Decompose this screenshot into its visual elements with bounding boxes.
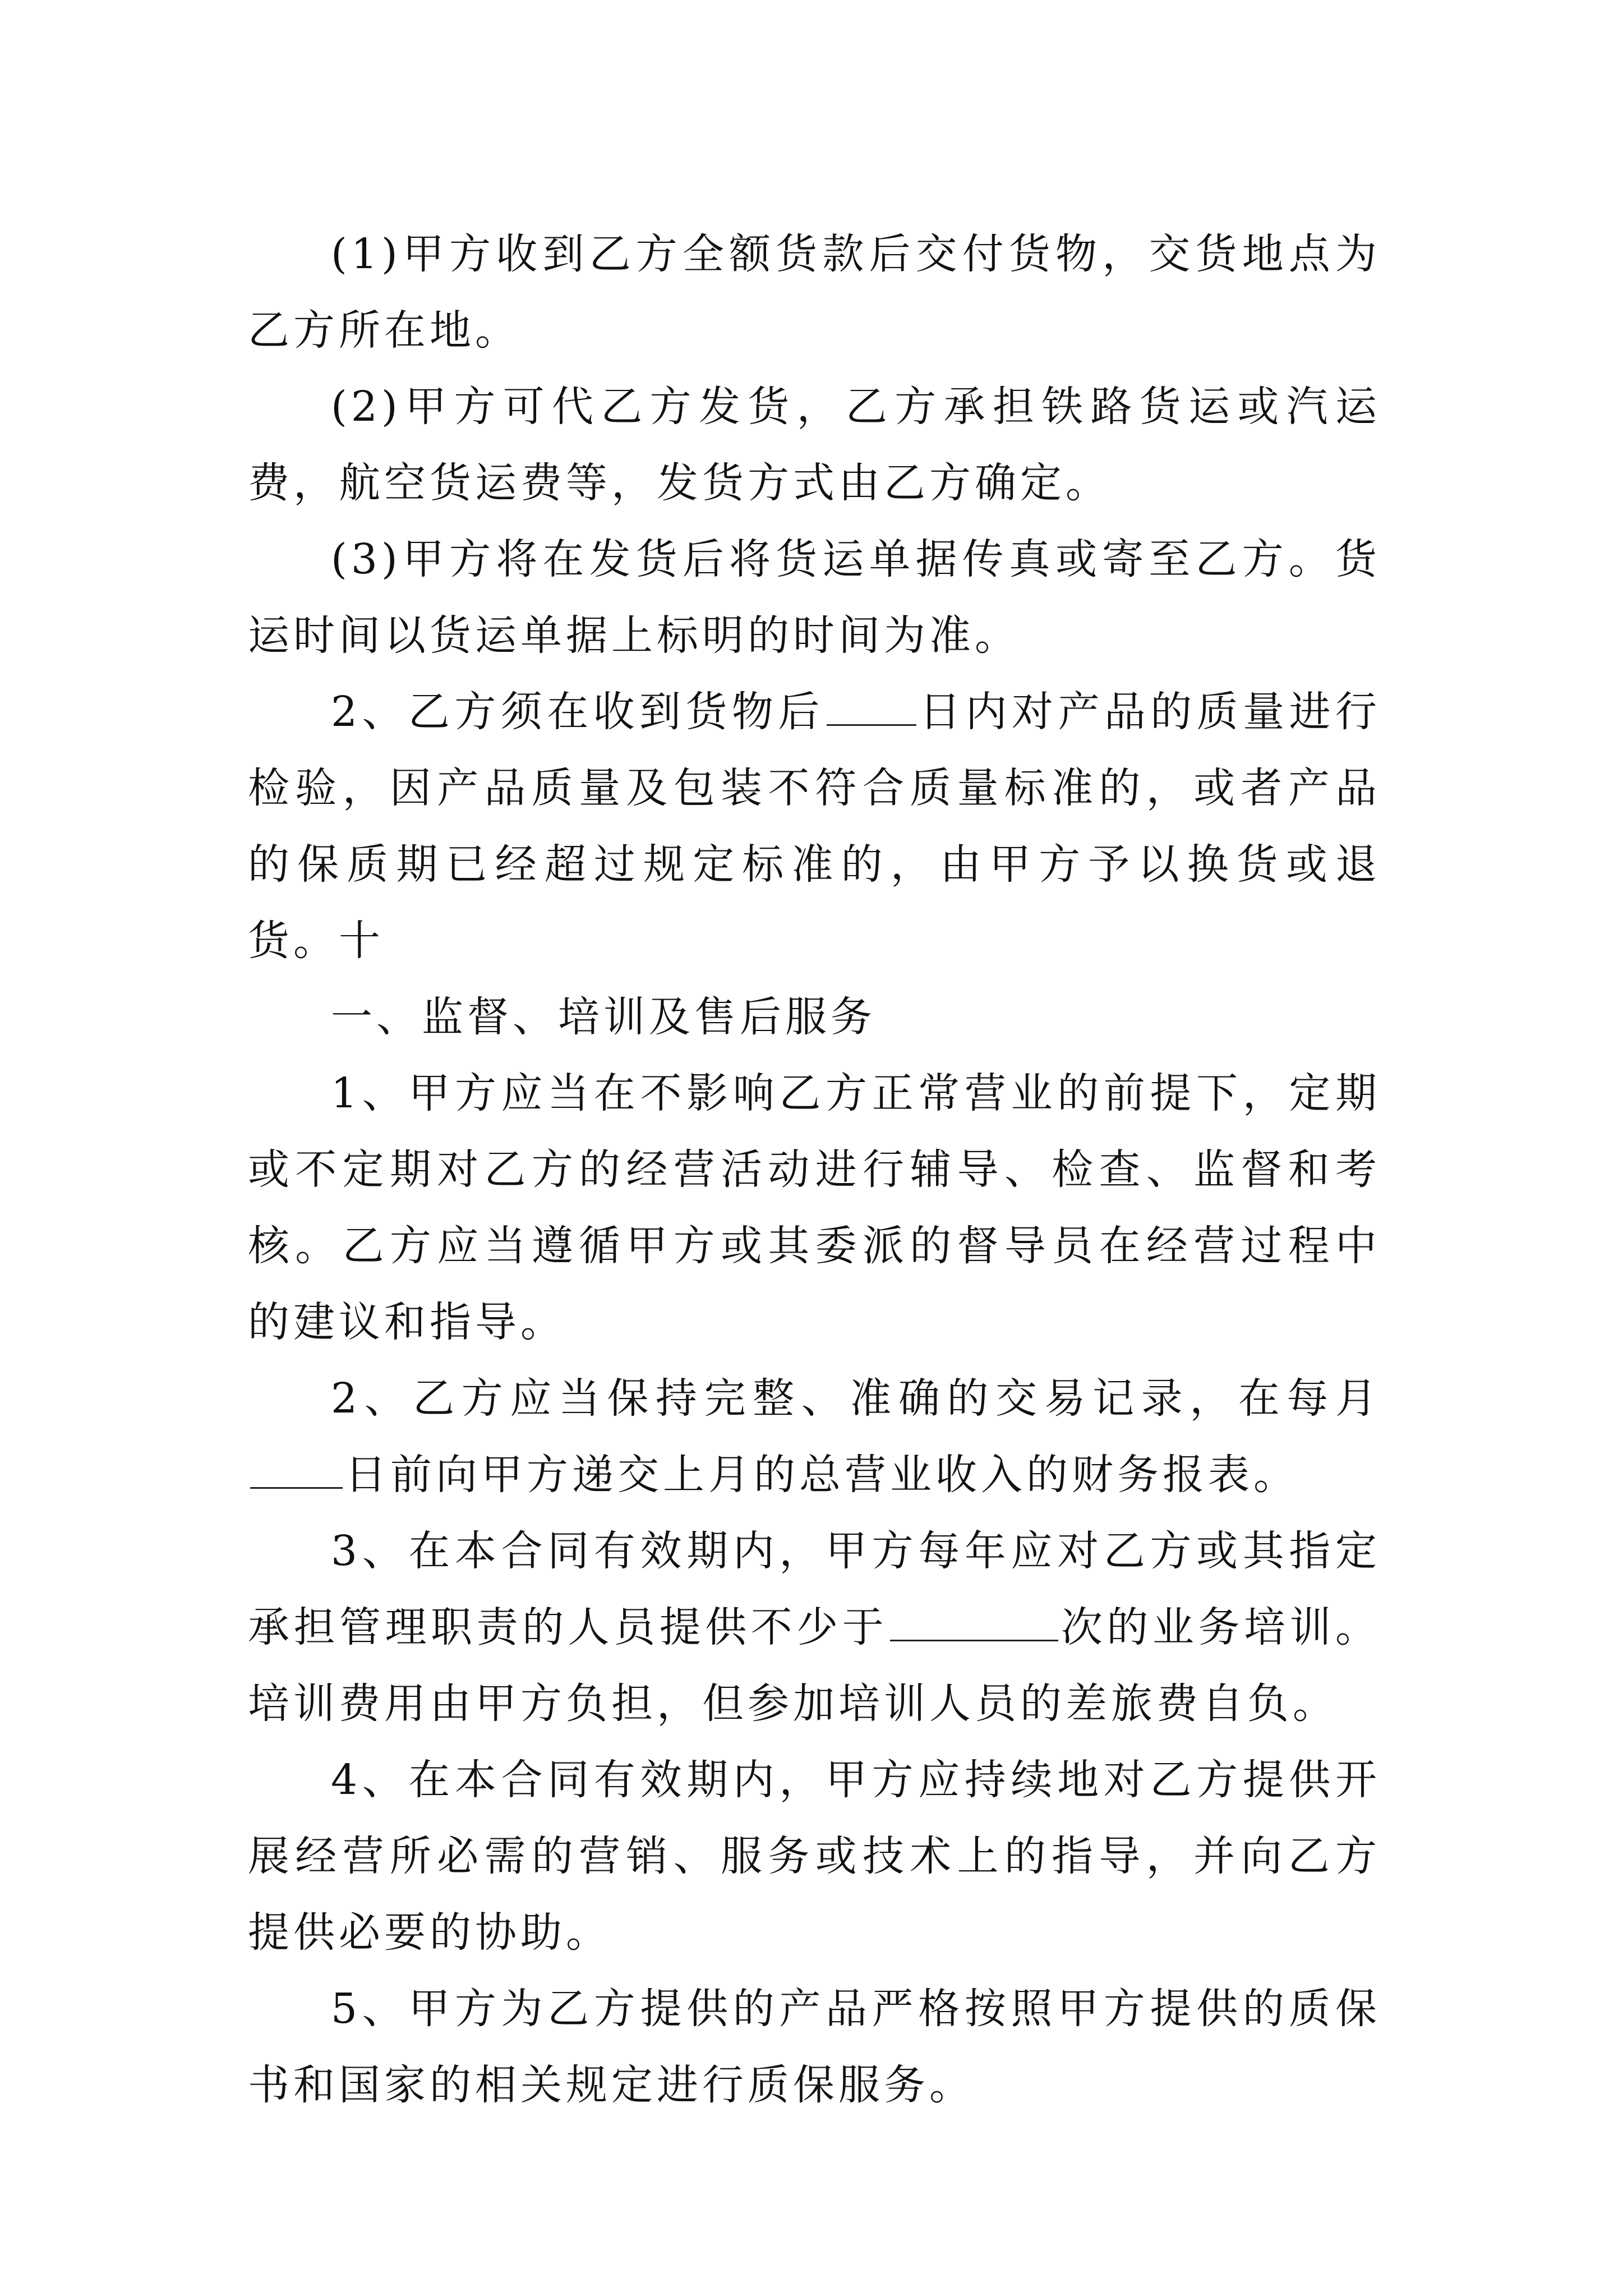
paragraph-supervision	[248, 1055, 1381, 1360]
paragraph-text-after: 日前向甲方递交上月的总营业收入的财务报表。	[345, 1451, 1299, 1499]
paragraph-text-before: 2、乙方须在收到货物后	[331, 688, 824, 736]
fill-in-blank-day-of-month[interactable]	[250, 1446, 343, 1489]
paragraph-text-after: 次的业务培训。培训费用由甲方负担，但参加培训人员的差旅费自负。	[248, 1603, 1381, 1728]
document-body	[248, 216, 1381, 2123]
paragraph-text-before: 2、乙方应当保持完整、准确的交易记录，在每月	[331, 1374, 1381, 1423]
paragraph-text: (3)甲方将在发货后将货运单据传真或寄至乙方。货运时间以货运单据上标明的时间为准。	[248, 535, 1381, 660]
paragraph-warranty-service	[248, 1971, 1381, 2123]
paragraph-text: 5、甲方为乙方提供的产品严格按照甲方提供的质保书和国家的相关规定进行质保服务。	[248, 1985, 1381, 2109]
paragraph-quality-inspection	[248, 674, 1381, 979]
section-heading-text: 一、监督、培训及售后服务	[331, 993, 876, 1041]
paragraph-shipping-method	[248, 369, 1381, 521]
paragraph-text: 4、在本合同有效期内，甲方应持续地对乙方提供开展经营所必需的营销、服务或技术上的指导，并向乙方提供必要的协助。	[248, 1756, 1381, 1957]
paragraph-text-after: 日内对产品的质量进行检验，因产品质量及包装不符合质量标准的，或者产品的保质期已经超过规定标准的，由甲方予以换货或退货。十	[248, 688, 1381, 965]
paragraph-transaction-records	[248, 1360, 1381, 1513]
paragraph-shipping-documents	[248, 521, 1381, 674]
paragraph-training	[248, 1513, 1381, 1742]
section-heading-supervision	[248, 979, 1381, 1055]
paragraph-text: 1、甲方应当在不影响乙方正常营业的前提下，定期或不定期对乙方的经营活动进行辅导、检查、监督和考核。乙方应当遵循甲方或其委派的督导员在经营过程中的建议和指导。	[248, 1069, 1381, 1346]
paragraph-text-before: 3、在本合同有效期内，甲方每年应对乙方或其指定承担管理职责的人员提供不少于	[248, 1527, 1381, 1651]
paragraph-text: (2)甲方可代乙方发货，乙方承担铁路货运或汽运费，航空货运费等，发货方式由乙方确定。	[248, 383, 1381, 507]
paragraph-text: (1)甲方收到乙方全额货款后交付货物，交货地点为乙方所在地。	[248, 230, 1381, 355]
paragraph-delivery-location	[248, 216, 1381, 369]
fill-in-blank-days[interactable]	[827, 683, 916, 726]
paragraph-ongoing-guidance	[248, 1742, 1381, 1971]
fill-in-blank-training-count[interactable]	[890, 1598, 1058, 1641]
